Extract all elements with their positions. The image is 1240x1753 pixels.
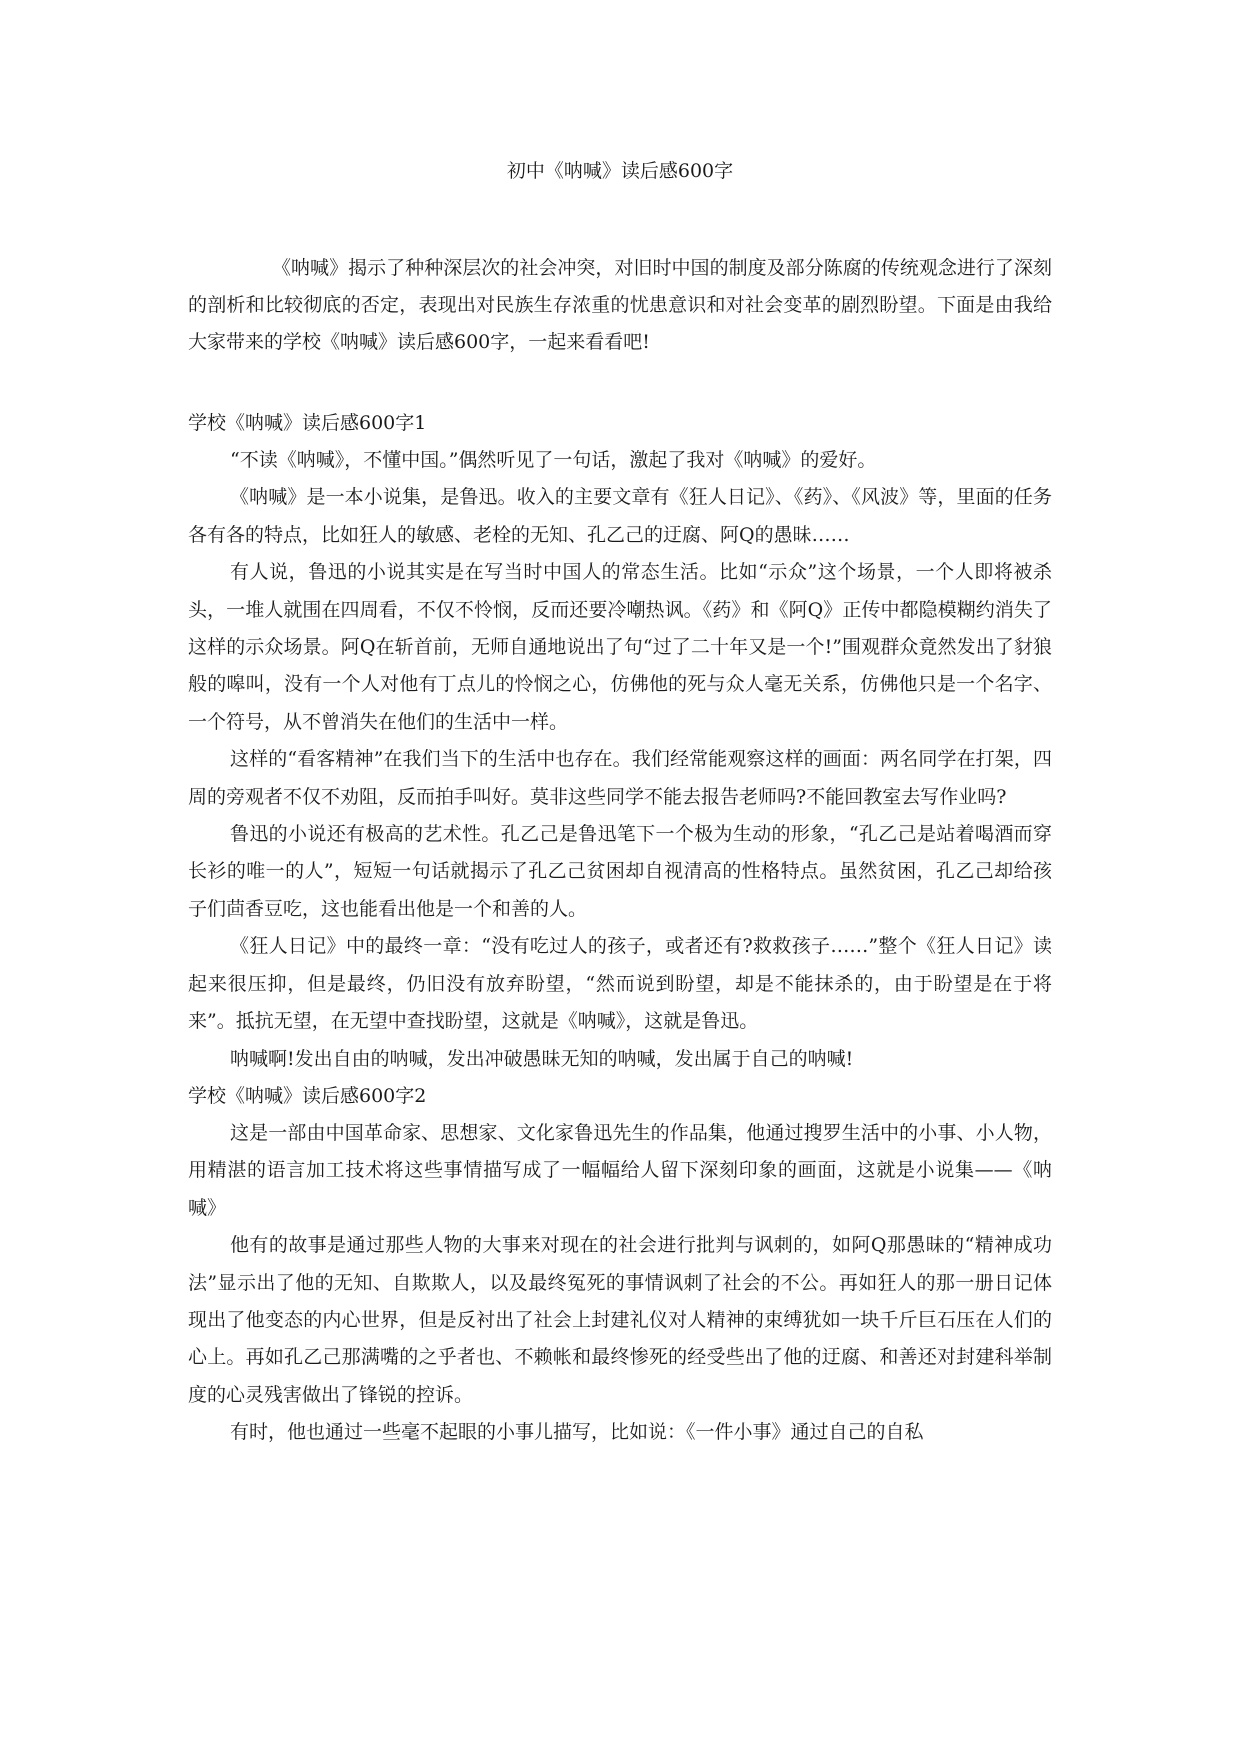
paragraph: 有人说，鲁迅的小说其实是在写当时中国人的常态生活。比如“示众”这个场景，一个人即将被杀头，一堆人就围在四周看，不仅不怜悯，反而还要冷嘲热讽。《药》和《阿Q》正传中都隐模糊约消失了这样的示众场景。阿Q在斩首前，无师自通地说出了句“过了二十年又是一个!”围观群众竟然发出了豺狼般的嗥叫，没有一个人对他有丁点儿的怜悯之心，仿佛他的死与众人毫无关系，仿佛他只是一个名字、一个符号，从不曾消失在他们的生活中一样。 — [188, 561, 1052, 733]
document-body — [188, 250, 1052, 1452]
spacer — [188, 361, 1052, 405]
section-heading-1: 学校《呐喊》读后感600字1 — [188, 412, 427, 434]
intro-paragraph: 《呐喊》揭示了种种深层次的社会冲突，对旧时中国的制度及部分陈腐的传统观念进行了深刻的剖析和比较彻底的否定，表现出对民族生存浓重的忧患意识和对社会变革的剧烈盼望。下面是由我给大家带来的学校《呐喊》读后感600字，一起来看看吧! — [188, 257, 1052, 353]
paragraph: “不读《呐喊》，不懂中国。”偶然听见了一句话，激起了我对《呐喊》的爱好。 — [230, 449, 877, 471]
document-title: 初中《呐喊》读后感600字 — [506, 160, 734, 182]
paragraph: 有时，他也通过一些毫不起眼的小事儿描写，比如说：《一件小事》通过自己的自私 — [230, 1421, 924, 1444]
paragraph: 呐喊啊!发出自由的呐喊，发出冲破愚昧无知的呐喊，发出属于自己的呐喊! — [230, 1047, 854, 1070]
paragraph: 鲁迅的小说还有极高的艺术性。孔乙己是鲁迅笔下一个极为生动的形象，“孔乙己是站着喝酒而穿长衫的唯一的人”，短短一句话就揭示了孔乙己贫困却自视清高的性格特点。虽然贫困，孔乙己却给孩子们茴香豆吃，这也能看出他是一个和善的人。 — [188, 823, 1052, 920]
section-heading-2: 学校《呐喊》读后感600字2 — [188, 1084, 427, 1107]
paragraph: 《呐喊》是一本小说集，是鲁迅。收入的主要文章有《狂人日记》、《药》、《风波》等，里面的任务各有各的特点，比如狂人的敏感、老栓的无知、孔乙己的迂腐、阿Q的愚昧…… — [188, 486, 1052, 546]
paragraph: 《狂人日记》中的最终一章：“没有吃过人的孩子，或者还有?救救孩子……”整个《狂人日记》读起来很压抑，但是最终，仍旧没有放弃盼望，“然而说到盼望，却是不能抹杀的，由于盼望是在于将来”。抵抗无望，在无望中查找盼望，这就是《呐喊》，这就是鲁迅。 — [188, 935, 1052, 1033]
paragraph: 这是一部由中国革命家、思想家、文化家鲁迅先生的作品集，他通过搜罗生活中的小事、小人物，用精湛的语言加工技术将这些事情描写成了一幅幅给人留下深刻印象的画面，这就是小说集——《呐喊》 — [188, 1121, 1052, 1219]
paragraph: 他有的故事是通过那些人物的大事来对现在的社会进行批判与讽刺的，如阿Q那愚昧的“精神成功法”显示出了他的无知、自欺欺人，以及最终冤死的事情讽刺了社会的不公。再如狂人的那一册日记体现出了他变态的内心世界，但是反衬出了社会上封建礼仪对人精神的束缚犹如一块千斤巨石压在人们的心上。再如孔乙己那满嘴的之乎者也、不赖帐和最终惨死的经受些出了他的迂腐、和善还对封建科举制度的心灵残害做出了锋锐的控诉。 — [188, 1234, 1052, 1406]
paragraph: 这样的“看客精神”在我们当下的生活中也存在。我们经常能观察这样的画面：两名同学在打架，四周的旁观者不仅不劝阻，反而拍手叫好。莫非这些同学不能去报告老师吗?不能回教室去写作业吗? — [188, 748, 1052, 808]
